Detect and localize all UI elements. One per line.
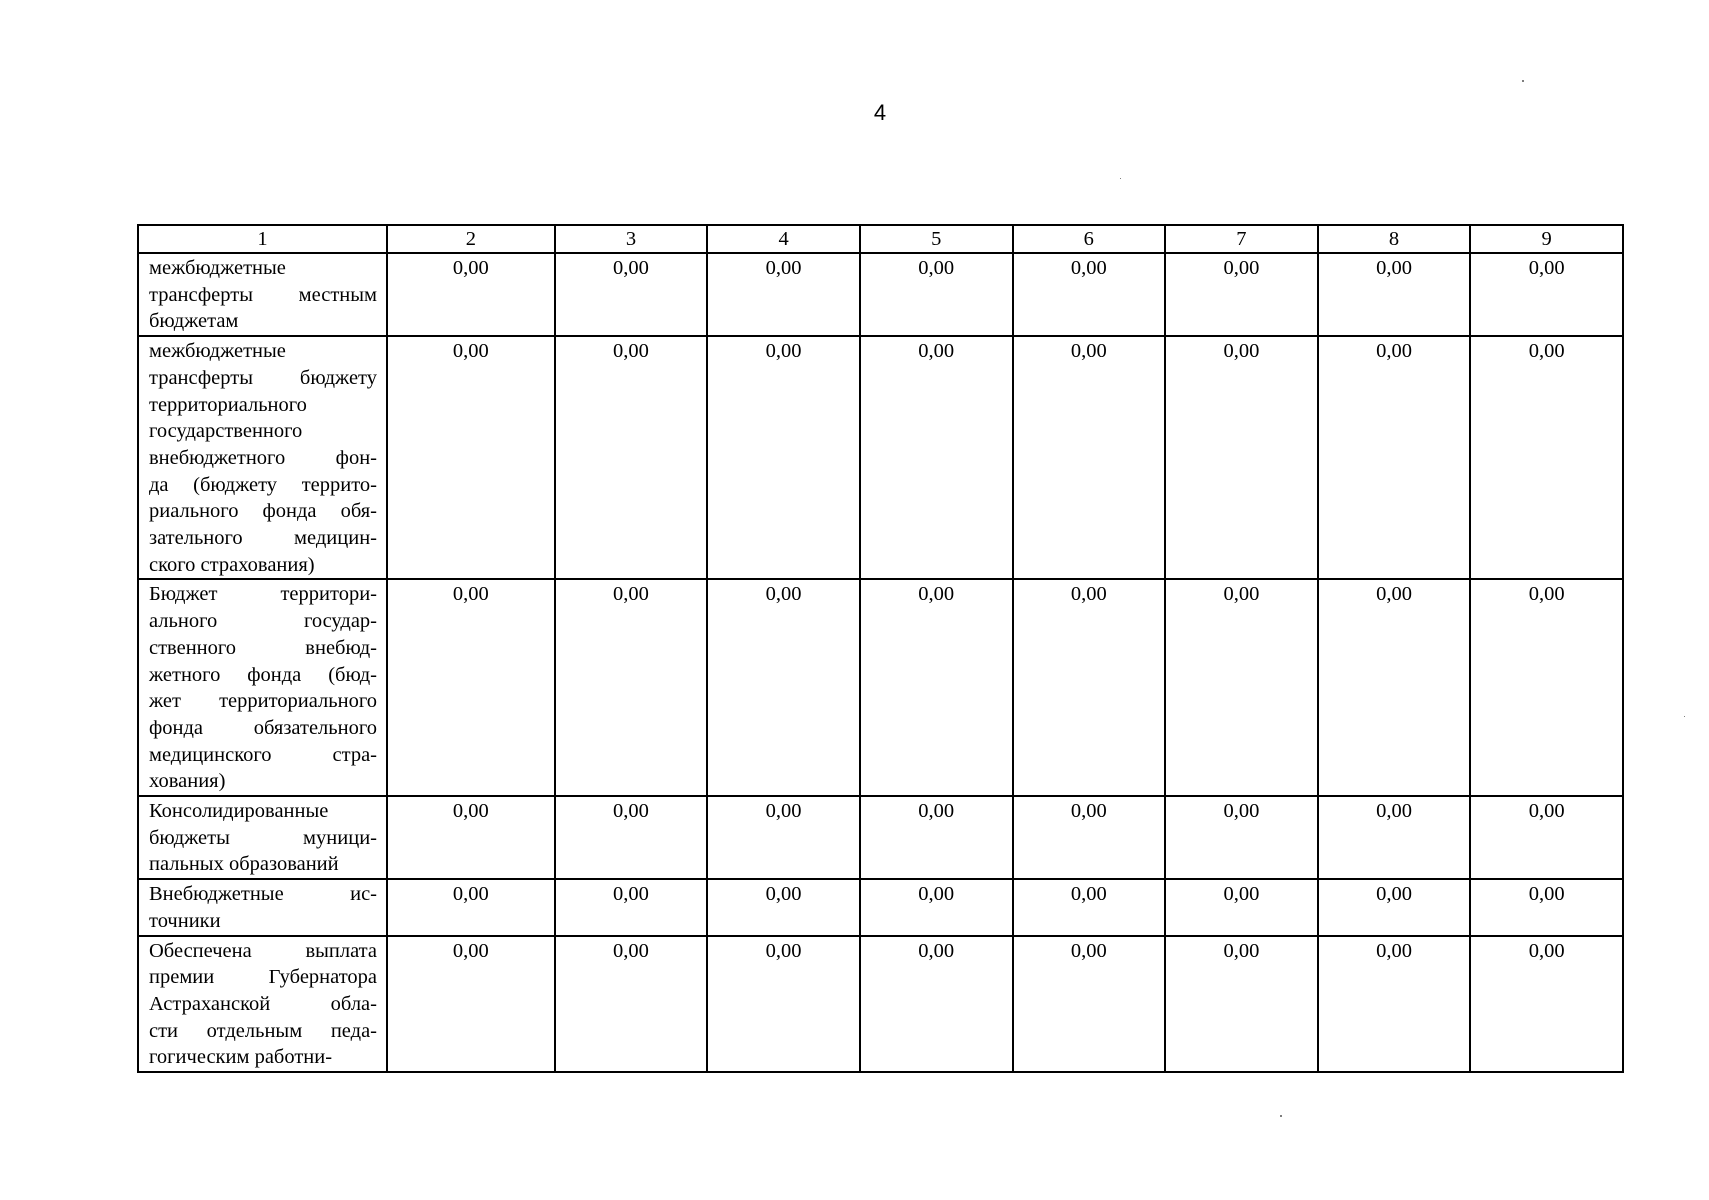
value-cell: 0,00 — [387, 336, 555, 579]
row-label — [138, 796, 387, 879]
value-cell: 0,00 — [1165, 879, 1318, 935]
value-cell: 0,00 — [1470, 879, 1623, 935]
row-label-line: государственного — [149, 420, 303, 443]
row-label-line: ального государ- — [149, 610, 377, 633]
table-row — [138, 579, 1623, 796]
row-label-line: Обеспечена выплата — [149, 939, 377, 962]
row-label-line: зательного медицин- — [149, 527, 377, 550]
table-row — [138, 879, 1623, 935]
row-label-line: Бюджет территори- — [149, 583, 377, 606]
value-cell: 0,00 — [555, 336, 708, 579]
value-cell: 0,00 — [1165, 579, 1318, 796]
value-cell: 0,00 — [1165, 796, 1318, 879]
column-number-header: 7 — [1165, 225, 1318, 253]
value-cell: 0,00 — [1318, 796, 1471, 879]
row-label-line: бюджеты муници- — [149, 826, 377, 849]
row-label — [138, 253, 387, 336]
value-cell: 0,00 — [707, 253, 860, 336]
row-label — [138, 879, 387, 935]
value-cell: 0,00 — [1318, 253, 1471, 336]
value-cell: 0,00 — [1318, 879, 1471, 935]
row-label-line: жетного фонда (бюд- — [149, 663, 377, 686]
value-cell: 0,00 — [707, 579, 860, 796]
column-number-header: 1 — [138, 225, 387, 253]
row-label — [138, 336, 387, 579]
column-number-header: 6 — [1013, 225, 1166, 253]
row-label-line: бюджетам — [149, 310, 239, 333]
value-cell: 0,00 — [1013, 579, 1166, 796]
value-cell: 0,00 — [1318, 936, 1471, 1073]
scan-speck — [1120, 178, 1121, 179]
column-number-header: 3 — [555, 225, 708, 253]
table-row — [138, 336, 1623, 579]
row-label-line: внебюджетного фон- — [149, 446, 377, 469]
row-label-line: межбюджетные — [149, 340, 286, 363]
row-label-line: пальных образований — [149, 853, 339, 876]
value-cell: 0,00 — [1470, 253, 1623, 336]
row-label-line: премии Губернатора — [149, 966, 377, 989]
row-label-line: Консолидированные — [149, 800, 329, 823]
value-cell: 0,00 — [1013, 336, 1166, 579]
value-cell: 0,00 — [555, 796, 708, 879]
value-cell: 0,00 — [555, 579, 708, 796]
page-number: 4 — [873, 100, 887, 125]
value-cell: 0,00 — [1318, 336, 1471, 579]
value-cell: 0,00 — [387, 796, 555, 879]
value-cell: 0,00 — [387, 936, 555, 1073]
value-cell: 0,00 — [555, 879, 708, 935]
value-cell: 0,00 — [387, 253, 555, 336]
scan-speck — [1280, 1115, 1282, 1117]
value-cell: 0,00 — [707, 796, 860, 879]
value-cell: 0,00 — [1470, 336, 1623, 579]
row-label-line: Внебюджетные ис- — [149, 883, 377, 906]
row-label-line: риального фонда обя- — [149, 500, 377, 523]
row-label-line: трансферты местным — [149, 283, 377, 306]
value-cell: 0,00 — [1013, 879, 1166, 935]
value-cell: 0,00 — [707, 336, 860, 579]
value-cell: 0,00 — [860, 879, 1013, 935]
scan-speck — [1684, 716, 1685, 717]
value-cell: 0,00 — [860, 579, 1013, 796]
row-label-line: да (бюджету террито- — [149, 473, 377, 496]
column-number-header: 4 — [707, 225, 860, 253]
row-label-line: фонда обязательного — [149, 716, 377, 739]
value-cell: 0,00 — [1165, 253, 1318, 336]
value-cell: 0,00 — [1165, 336, 1318, 579]
header-row — [138, 225, 1623, 253]
value-cell: 0,00 — [1318, 579, 1471, 796]
row-label-line: медицинского стра- — [149, 743, 377, 766]
row-label-line: ского страхования) — [149, 553, 315, 576]
row-label-line: Астраханской обла- — [149, 992, 377, 1015]
row-label-line: территориального — [149, 393, 307, 416]
scan-speck — [1522, 80, 1524, 82]
row-label-line: хования) — [149, 770, 226, 793]
row-label-line: ственного внебюд- — [149, 636, 377, 659]
row-label-line: межбюджетные — [149, 257, 286, 279]
row-label — [138, 936, 387, 1073]
row-label-line: жет территориального — [149, 690, 377, 713]
value-cell: 0,00 — [860, 936, 1013, 1073]
value-cell: 0,00 — [387, 579, 555, 796]
row-label-line: гогическим работни- — [149, 1046, 333, 1069]
value-cell: 0,00 — [555, 253, 708, 336]
row-label — [138, 579, 387, 796]
value-cell: 0,00 — [1013, 936, 1166, 1073]
value-cell: 0,00 — [1470, 579, 1623, 796]
value-cell: 0,00 — [860, 253, 1013, 336]
value-cell: 0,00 — [1013, 796, 1166, 879]
row-label-line: трансферты бюджету — [149, 366, 377, 389]
table-row — [138, 253, 1623, 336]
column-number-header: 5 — [860, 225, 1013, 253]
value-cell: 0,00 — [1165, 936, 1318, 1073]
table-row — [138, 796, 1623, 879]
column-number-header: 9 — [1470, 225, 1623, 253]
column-number-header: 2 — [387, 225, 555, 253]
budget-table — [137, 224, 1624, 1073]
value-cell: 0,00 — [1013, 253, 1166, 336]
value-cell: 0,00 — [707, 879, 860, 935]
row-label-line: точники — [149, 909, 221, 932]
value-cell: 0,00 — [1470, 796, 1623, 879]
row-label-line: сти отдельным педа- — [149, 1019, 377, 1042]
column-number-header: 8 — [1318, 225, 1471, 253]
value-cell: 0,00 — [387, 879, 555, 935]
value-cell: 0,00 — [555, 936, 708, 1073]
value-cell: 0,00 — [860, 796, 1013, 879]
value-cell: 0,00 — [707, 936, 860, 1073]
value-cell: 0,00 — [860, 336, 1013, 579]
value-cell: 0,00 — [1470, 936, 1623, 1073]
table-row — [138, 936, 1623, 1073]
